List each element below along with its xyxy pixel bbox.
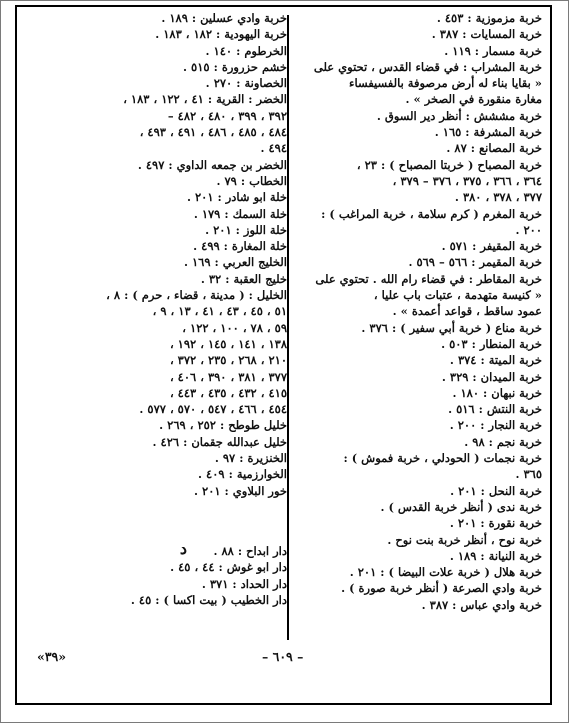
index-entry: مغارة منقورة في الصخر » .: [405, 92, 542, 107]
index-entry: خلة المغارة : ٤٩٩ .: [193, 239, 287, 254]
index-entry: الخليج العربي : ١٦٩ .: [183, 255, 287, 270]
index-entry: خليج العقبة : ٣٢ .: [200, 271, 287, 286]
index-entry: ١٣٨ ، ١٤١ ، ١٤٥ ، ١٩٢ ،: [169, 336, 287, 351]
column-divider: [287, 15, 289, 640]
index-entry: دار ابداح : ٨٨ .: [213, 543, 287, 558]
index-entry: ٤٩٤ .: [260, 141, 287, 156]
section-letter: د: [179, 539, 187, 558]
index-entry: خربة المشراب : في قضاء القدس ، تحتوي على: [313, 59, 542, 74]
index-entry: ٥٩ ، ٧٨ ، ١٠٠ ، ١٢٢ ،: [182, 320, 287, 335]
index-entry: دار ابو غوش : ٤٤ ، ٤٥ .: [170, 560, 287, 575]
index-entry: ٢٠٠ .: [515, 222, 542, 237]
index-entry: الخصاونة : ٢٧٠ .: [205, 76, 287, 91]
index-entry: خربة مناع ( خربة أبي سفير ) : ٣٧٦ .: [361, 320, 542, 335]
index-entry: ٣٧٧ ، ٣٧٨ ، ٣٨٠ .: [454, 190, 542, 205]
document-page: [15, 5, 552, 705]
index-entry: خربة نوح ، أنظر خربة بنت نوح .: [387, 532, 542, 547]
index-entry: دار الحداد : ٣٧١ .: [201, 576, 287, 591]
index-entry: خربة المصانع : ٨٧ .: [446, 141, 542, 156]
index-entry: ٣٦٤ ، ٣٦٦ ، ٣٧٥ ، ٣٧٦ – ٣٧٩ ،: [392, 173, 542, 188]
index-entry: خربة مسمار : ١١٩ .: [444, 43, 542, 58]
index-entry: خربة مزموزية : ٤٥٣ .: [436, 11, 542, 25]
index-entry: الخضر بن جمعه الداوي : ٤٩٧ .: [137, 157, 287, 172]
index-entry: خشم حزرورة : ٥١٥ .: [183, 59, 287, 74]
index-entry: ٣٦٥ .: [515, 467, 542, 482]
index-entry: « كنيسة متهدمة ، عتبات باب عليا ،: [373, 288, 542, 303]
index-entry: خربة نقورة : ٢٠١ .: [449, 516, 542, 531]
index-entry: خربة النتش : ٥١٦ .: [448, 402, 542, 417]
index-entry: خربة المقيمر : ٥٦٦ – ٥٦٩ .: [408, 255, 542, 270]
right-column: [302, 10, 542, 663]
index-entry: خربة نجم : ٩٨ .: [464, 434, 542, 449]
index-entry: ٤٨٤ ، ٤٨٥ ، ٤٨٦ ، ٤٩١ ، ٤٩٣ ،: [139, 125, 287, 140]
index-entry: خربة الميدان : ٣٢٩ .: [441, 369, 542, 384]
index-entry: الخوارزمية : ٤٠٩ .: [198, 467, 287, 482]
index-entry: ٤٥٤ ، ٤٦٦ ، ٥٤٧ ، ٥٧٠ ، ٥٧٧ .: [139, 402, 287, 417]
index-entry: خربة المغرم ( كرم سلامة ، خربة المراغب ) :: [321, 206, 542, 221]
index-entry: خربة ندى ( أنظر خربة القدس ) .: [380, 499, 542, 514]
index-entry: « بقايا بناء له أرض مرصوفة بالفسيفساء: [349, 76, 542, 91]
index-entry: خربة المقيفر : ٥٧١ .: [441, 239, 542, 254]
index-entry: خربة نجمات ( الحودلي ، خربة فموش ) :: [343, 451, 542, 466]
index-entry: خربة وادي عباس : ٣٨٧ .: [421, 597, 542, 612]
index-entry: خليل عبدالله جقمان : ٤٢٦ .: [152, 434, 287, 449]
index-entry: ٣٧٧ ، ٣٨١ ، ٣٩٠ ، ٤٠٦ ،: [169, 369, 287, 384]
index-entry: خلة السمك : ١٧٩ .: [193, 206, 287, 221]
index-entry: خربة النيانة : ١٨٩ .: [449, 548, 542, 563]
index-entry: خربة اليهودية : ١٨٢ ، ١٨٣ .: [155, 27, 287, 42]
index-entry: دار الخطيب ( بيت اكسا ) : ٤٥ .: [130, 592, 287, 607]
index-entry: خربة المقاطر : في قضاء رام الله . تحتوي على: [315, 271, 542, 286]
index-entry: خربة هلال ( خربة علات البيضا ) : ٢٠١ .: [349, 565, 542, 580]
index-entry: خربة وادي الصرعة ( أنظر خربة صورة ) .: [341, 581, 542, 596]
index-entry: الخليل : ( مدينة ، قضاء ، حرم ) : ٨ ،: [106, 288, 287, 303]
index-entry: خربة المنطار : ٥٠٣ .: [441, 336, 542, 351]
index-entry: خور البلاوي : ٢٠١ .: [194, 483, 287, 498]
index-entry: خربة المصباح ( خربتا المصباح ) : ٢٣ ،: [356, 157, 542, 172]
index-entry: خربة الميتة : ٣٧٤ .: [449, 353, 542, 368]
index-entry: الخرطوم : ١٤٠ .: [205, 43, 287, 58]
index-entry: الخضر : القرية : ٤١ ، ١٢٢ ، ١٨٣ ،: [123, 92, 287, 107]
signature-mark: «٣٩»: [37, 649, 67, 664]
index-entry: خربة المشرفة : ١٦٥ .: [434, 125, 542, 140]
index-entry: ٢١٠ ، ٢٦٨ ، ٢٣٥ ، ٣٧٢ ،: [169, 353, 287, 368]
index-entry: ٥١ ، ٤٥ ، ٤٣ ، ٤١ ، ١٣ ، ٩ ،: [152, 304, 287, 319]
index-entry: عمود ساقط ، قواعد أعمدة » .: [392, 304, 542, 319]
section-gap: [39, 499, 287, 543]
index-entry: ٣٩٢ ، ٣٩٩ ، ٤٨٠ ، ٤٨٢ –: [167, 108, 287, 123]
index-entry: خلة اللوز : ٢٠١ .: [205, 222, 287, 237]
index-entry: ٤١٥ ، ٤٣٢ ، ٤٣٥ ، ٤٤٣ ،: [169, 385, 287, 400]
page-footer: [17, 649, 550, 667]
index-entry: خليل طوطح : ٢٥٢ ، ٢٦٩ .: [159, 418, 287, 433]
index-entry: خربة النحل : ٢٠١ .: [450, 483, 542, 498]
index-entry: خلة ابو شادر : ٢٠١ .: [186, 190, 287, 205]
index-entry: خربة مششش : أنظر دير السوق .: [376, 108, 542, 123]
index-entry: الخطاب : ٧٩ .: [216, 173, 287, 188]
index-entry: خربة وادي عسلين : ١٨٩ .: [161, 11, 287, 25]
page-number: – ٦٠٩ –: [262, 649, 304, 664]
left-column: [39, 10, 287, 663]
index-entry: الخنزيرة : ٩٧ .: [214, 451, 287, 466]
index-entry: خربة المسايات : ٣٨٧ .: [431, 27, 542, 42]
index-entry: خربة النجار : ٢٠٠ .: [449, 418, 542, 433]
index-entry: خربة نبهان : ١٨٠ .: [452, 385, 542, 400]
